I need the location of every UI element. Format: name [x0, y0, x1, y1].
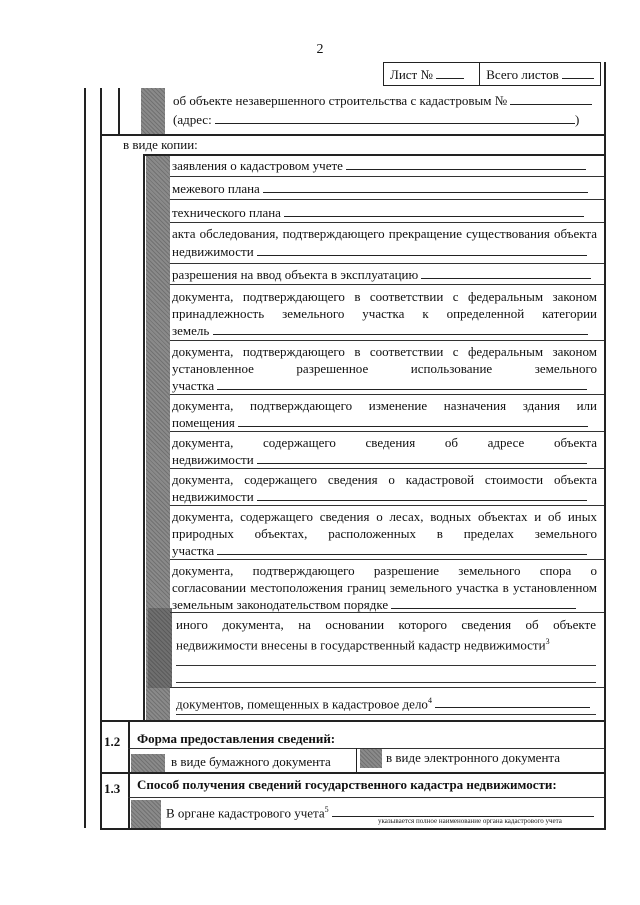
item-land-category-2: принадлежность земельного участка к определенной категории	[172, 306, 597, 321]
sheet-number-cell[interactable]	[384, 63, 479, 85]
item-label: помещения	[172, 415, 235, 430]
paper-format-label: в виде бумажного документа	[171, 754, 331, 769]
item-land-dispute-2: согласовании местоположения границ земельного участка в установленном	[172, 580, 597, 595]
address-label: (адрес:	[173, 112, 212, 127]
item-commissioning-permit	[172, 266, 597, 283]
item-statement-copy	[172, 157, 597, 174]
item-label: разрешения на ввод объекта в эксплуатацию	[172, 267, 419, 282]
footnote-3: 3	[545, 637, 550, 646]
section-1-3-title: Способ получения сведений государственного кадастра недвижимости:	[137, 777, 557, 792]
item-boundary-plan	[172, 180, 597, 197]
item-land-category: документа, подтверждающего в соответствии с федеральным законом	[172, 289, 597, 304]
item-land-category-3	[172, 322, 597, 339]
unfinished-object-line	[173, 92, 598, 109]
item-natural-objects-2: природных объектах, расположенных в пределах земельного	[172, 526, 597, 541]
address-close: )	[574, 112, 580, 127]
item-land-dispute-3	[172, 596, 597, 613]
item-label: участка	[172, 378, 215, 393]
item-label: земельным законодательством порядке	[172, 597, 389, 612]
checkbox-office[interactable]	[131, 800, 161, 828]
checkbox-paper[interactable]	[131, 754, 165, 772]
footnote-4: 4	[427, 696, 432, 705]
office-hint: указывается полное наименование органа кадастрового учета	[378, 817, 562, 825]
item-address-info: документа, содержащего сведения об адресе объекта	[172, 435, 597, 450]
section-1-2-title: Форма предоставления сведений:	[137, 731, 336, 746]
total-sheets-label: Всего листов	[486, 67, 559, 82]
item-label: недвижимости	[172, 489, 254, 504]
item-label: заявления о кадастровом учете	[172, 158, 343, 173]
top-item-line	[118, 88, 120, 136]
item-label: недвижимости внесены в государственный кадастр недвижимости	[176, 637, 546, 653]
item-permitted-use-3	[172, 377, 597, 394]
checkbox-unfinished[interactable]	[141, 88, 165, 134]
checkbox-other-doc[interactable]	[148, 608, 172, 688]
item-other-document-2	[176, 633, 601, 653]
item-natural-objects: документа, содержащего сведения о лесах, водных объектах и об иных	[172, 509, 597, 524]
item-label: межевого плана	[172, 181, 260, 196]
inner-left-line	[100, 88, 102, 828]
item-technical-plan	[172, 204, 597, 221]
item-permitted-use: документа, подтверждающего в соответствии с федеральным законом	[172, 344, 597, 359]
copies-left-line	[143, 155, 145, 720]
address-line	[173, 111, 598, 128]
footnote-5: 5	[324, 805, 329, 814]
item-address-info-2	[172, 451, 597, 468]
item-cadastral-value-2	[172, 488, 597, 505]
right-frame-line	[604, 62, 606, 830]
item-other-document: иного документа, на основании которого сведения об объекте	[176, 617, 596, 632]
electronic-format-label: в виде электронного документа	[386, 750, 561, 765]
item-label: документов, помещенных в кадастровое дело	[176, 696, 428, 712]
copies-heading: в виде копии:	[123, 137, 198, 152]
item-label: недвижимости	[172, 452, 254, 467]
section-number-line	[128, 720, 130, 830]
item-label: недвижимости	[172, 244, 254, 259]
total-sheets-cell[interactable]	[479, 63, 600, 85]
item-building-purpose-2	[172, 414, 597, 431]
page-number: 2	[316, 42, 324, 57]
unfinished-object-label: об объекте незавершенного строительства с кадастровым №	[173, 93, 508, 108]
item-building-purpose: документа, подтверждающего изменение назначения здания или	[172, 398, 597, 413]
item-cadastral-value: документа, содержащего сведения о кадастровой стоимости объекта	[172, 472, 597, 487]
office-label: В органе кадастрового учета	[166, 805, 325, 821]
item-natural-objects-3	[172, 542, 597, 559]
checkbox-electronic[interactable]	[360, 748, 382, 768]
left-margin-line	[84, 88, 86, 828]
sheet-number-label: Лист №	[390, 67, 433, 82]
item-inspection-act-2	[172, 243, 597, 260]
item-label: участка	[172, 543, 215, 558]
item-cadastral-file	[176, 692, 601, 712]
item-label: земель	[172, 323, 210, 338]
item-land-dispute: документа, подтверждающего разрешение земельного спора о	[172, 563, 597, 578]
item-permitted-use-2: установленное разрешенное использование земельного	[172, 361, 597, 376]
section-1-3-number: 1.3	[104, 781, 121, 796]
sheet-number-box	[383, 62, 601, 86]
item-inspection-act: акта обследования, подтверждающего прекращение существования объекта	[172, 226, 597, 241]
item-label: технического плана	[172, 205, 281, 220]
section-1-2-number: 1.2	[104, 734, 121, 749]
